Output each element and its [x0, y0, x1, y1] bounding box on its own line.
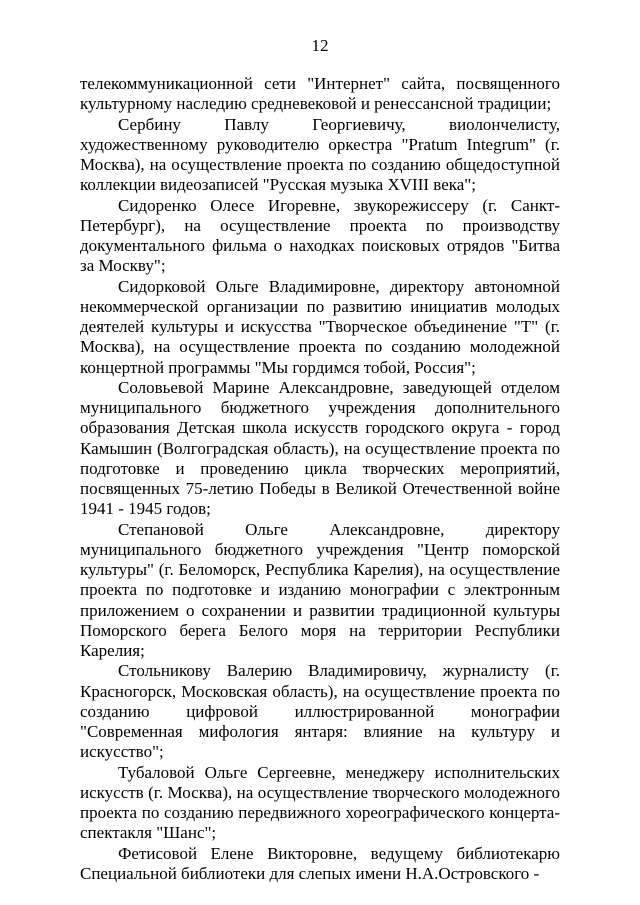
paragraph-serbin: Сербину Павлу Георгиевичу, виолончелисту, художественному руководителю оркестра "Pratum Integrum" (г. Москва), на осуществление проекта по созданию общедоступной коллекции видеозаписей "Русская музыка XVIII века";	[80, 114, 560, 195]
paragraph-solovyeva: Соловьевой Марине Александровне, заведующей отделом муниципального бюджетного учреждения дополнительного образования Детская школа искусств городского округа - город Камышин (Волгоградская область), на осуществление проекта по подготовке и проведению цикла творческих мероприятий, посвященных 75-летию Победы в Великой Отечественной войне 1941 - 1945 годов;	[80, 377, 560, 519]
paragraph-stepanova: Степановой Ольге Александровне, директору муниципального бюджетного учреждения "Центр поморской культуры" (г. Беломорск, Республика Карелия), на осуществление проекта по подготовке и изданию монографии с электронным приложением о сохранении и развитии традиционной культуры Поморского берега Белого моря на территории Республики Карелия;	[80, 519, 560, 660]
page-number: 12	[311, 36, 329, 55]
document-body	[80, 74, 560, 884]
paragraph-sidorkova: Сидорковой Ольге Владимировне, директору автономной некоммерческой организации по развитию инициатив молодых деятелей культуры и искусства "Творческое объединение "Т" (г. Москва), на осуществление проекта по созданию молодежной концертной программы "Мы гордимся тобой, Россия";	[80, 276, 560, 377]
paragraph-continuation: телекоммуникационной сети "Интернет" сайта, посвященного культурному наследию средневековой и ренессансной традиции;	[80, 74, 560, 114]
paragraph-fetisova: Фетисовой Елене Викторовне, ведущему библиотекарю Специальной библиотеки для слепых имени Н.А.Островского -	[80, 843, 560, 883]
paragraph-tubalova: Тубаловой Ольге Сергеевне, менеджеру исполнительских искусств (г. Москва), на осуществление творческого молодежного проекта по созданию передвижного хореографического концерта-спектакля "Шанс";	[80, 762, 560, 843]
paragraph-stolnikov: Стольникову Валерию Владимировичу, журналисту (г. Красногорск, Московская область), на осуществление проекта по созданию цифровой иллюстрированной монографии "Современная мифология янтаря: влияние на культуру и искусство";	[80, 661, 560, 762]
paragraph-sidorenko: Сидоренко Олесе Игоревне, звукорежиссеру (г. Санкт-Петербург), на осуществление проекта по производству документального фильма о находках поисковых отрядов "Битва за Москву";	[80, 195, 560, 276]
